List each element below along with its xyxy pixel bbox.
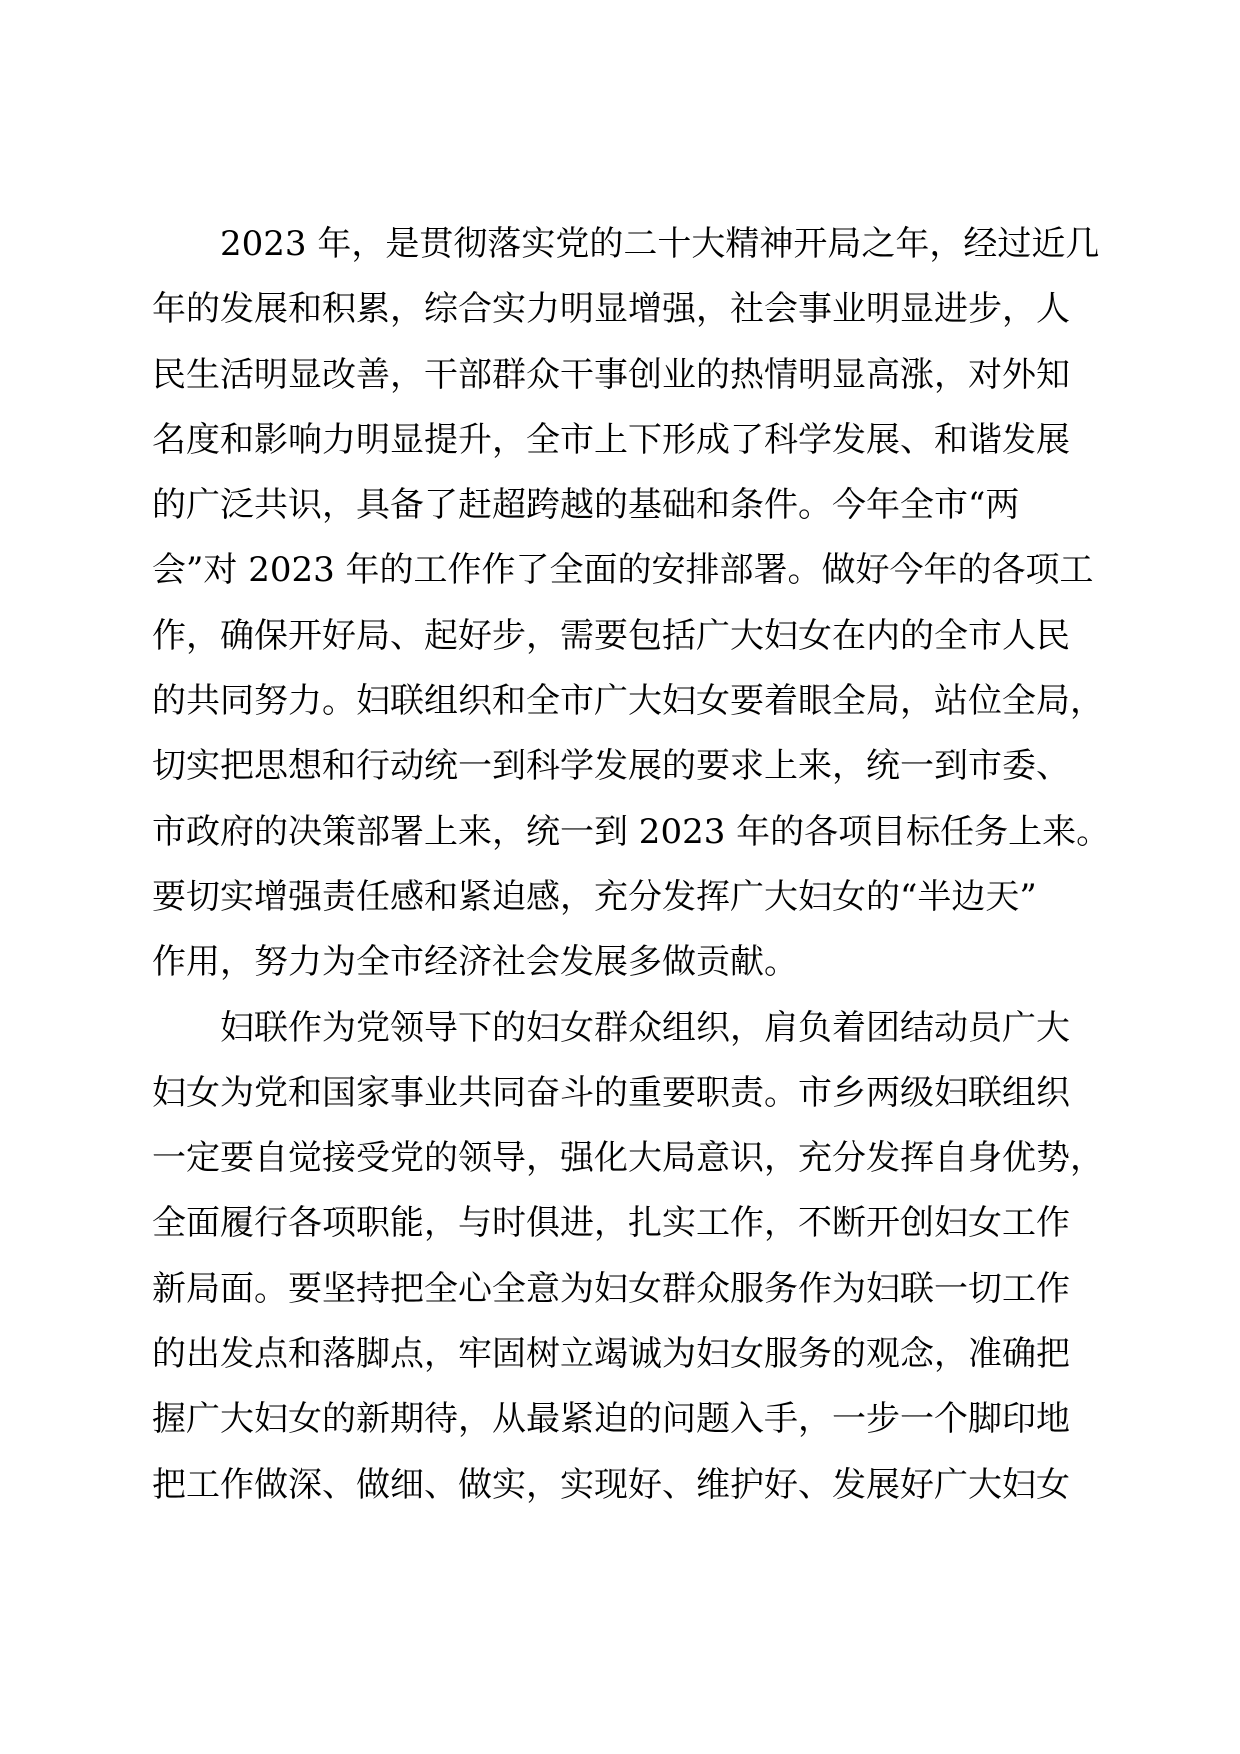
text-line: 握广大妇女的新期待，从最紧迫的问题入手，一步一个脚印地 (152, 1399, 1070, 1440)
text-line: 要切实增强责任感和紧迫感，充分发挥广大妇女的“半边天” (152, 876, 1037, 917)
text-line: 的出发点和落脚点，牢固树立竭诚为妇女服务的观念，准确把 (152, 1334, 1070, 1375)
text-line: 一定要自觉接受党的领导，强化大局意识，充分发挥自身优势， (152, 1138, 1104, 1179)
text-line: 的共同努力。妇联组织和全市广大妇女要着眼全局，站位全局， (152, 681, 1104, 722)
paragraph-2 (152, 996, 1112, 1518)
text-line: 2023 年，是贯彻落实党的二十大精神开局之年，经过近几 (220, 224, 1100, 264)
text-line: 年的发展和积累，综合实力明显增强，社会事业明显进步，人 (152, 289, 1070, 330)
paragraph-1 (152, 212, 1112, 996)
text-line: 会”对 2023 年的工作作了全面的安排部署。做好今年的各项工 (152, 550, 1094, 591)
text-line: 新局面。要坚持把全心全意为妇女群众服务作为妇联一切工作 (152, 1268, 1070, 1309)
text-line: 妇女为党和国家事业共同奋斗的重要职责。市乡两级妇联组织 (152, 1072, 1070, 1113)
text-line: 的广泛共识，具备了赶超跨越的基础和条件。今年全市“两 (152, 485, 1020, 526)
text-line: 妇联作为党领导下的妇女群众组织，肩负着团结动员广大 (220, 1007, 1070, 1048)
text-line: 全面履行各项职能，与时俱进，扎实工作，不断开创妇女工作 (152, 1203, 1070, 1244)
text-line: 作用，努力为全市经济社会发展多做贡献。 (152, 942, 798, 983)
text-line: 把工作做深、做细、做实，实现好、维护好、发展好广大妇女 (152, 1464, 1070, 1505)
text-line: 作，确保开好局、起好步，需要包括广大妇女在内的全市人民 (152, 615, 1070, 656)
text-line: 市政府的决策部署上来，统一到 2023 年的各项目标任务上来。 (152, 811, 1111, 852)
text-line: 切实把思想和行动统一到科学发展的要求上来，统一到市委、 (152, 746, 1070, 787)
text-line: 民生活明显改善，干部群众干事创业的热情明显高涨，对外知 (152, 354, 1070, 395)
document-body (152, 212, 1112, 1518)
text-line: 名度和影响力明显提升，全市上下形成了科学发展、和谐发展 (152, 419, 1070, 460)
